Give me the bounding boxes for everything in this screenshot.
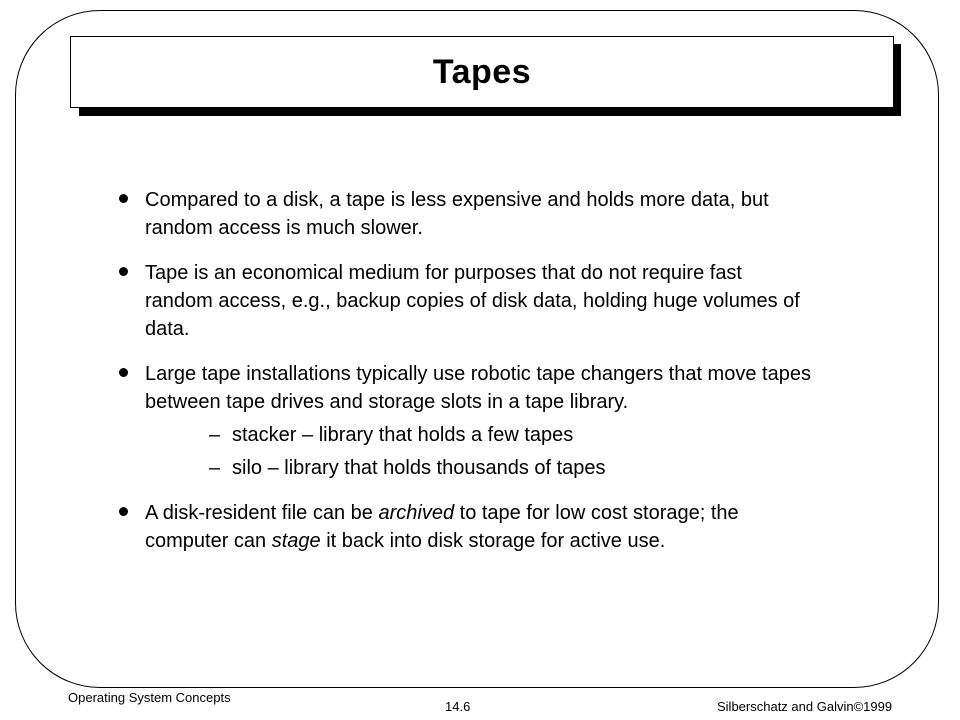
text-segment: Large tape installations typically use robotic tape changers that move tapes between tape drives and storage slots in a tape library. xyxy=(145,363,811,413)
bullet-dot-icon xyxy=(119,368,128,377)
bullet-text xyxy=(145,363,811,413)
bullet-text xyxy=(145,262,800,340)
sub-item-dash: – xyxy=(209,424,221,446)
footer-course-name: Operating System Concepts xyxy=(68,690,231,705)
text-segment: it back into disk storage for active use. xyxy=(320,530,666,552)
text-segment: to tape for low cost storage; the computer can xyxy=(145,502,739,552)
bullet-list xyxy=(112,186,812,572)
bullet-text xyxy=(145,189,769,239)
text-segment: A disk-resident file can be xyxy=(145,502,379,524)
bullet-item xyxy=(112,499,812,555)
bullet-dot-icon xyxy=(119,194,128,203)
footer-page-number: 14.6 xyxy=(445,699,471,714)
bullet-dot-icon xyxy=(119,507,128,516)
slide-title: Tapes xyxy=(432,52,532,91)
sub-item-dash: – xyxy=(209,457,221,479)
bullet-item xyxy=(112,259,812,343)
text-segment: Tape is an economical medium for purposes that do not require fast random access, e.g., backup copies of disk data, holding huge volumes of data. xyxy=(145,262,800,340)
sub-item-text: silo – library that holds thousands of tapes xyxy=(232,457,606,479)
sub-item-text: stacker – library that holds a few tapes xyxy=(232,424,574,446)
emphasized-term: archived xyxy=(378,502,455,524)
footer-copyright: Silberschatz and Galvin©1999 xyxy=(717,699,893,714)
bullet-item xyxy=(112,360,812,482)
sub-item xyxy=(145,421,812,449)
title-box xyxy=(70,36,894,108)
emphasized-term: stage xyxy=(271,530,321,552)
bullet-text xyxy=(145,502,739,552)
sub-item xyxy=(145,454,812,482)
bullet-item xyxy=(112,186,812,242)
bullet-dot-icon xyxy=(119,267,128,276)
text-segment: Compared to a disk, a tape is less expensive and holds more data, but random access is much slower. xyxy=(145,189,769,239)
